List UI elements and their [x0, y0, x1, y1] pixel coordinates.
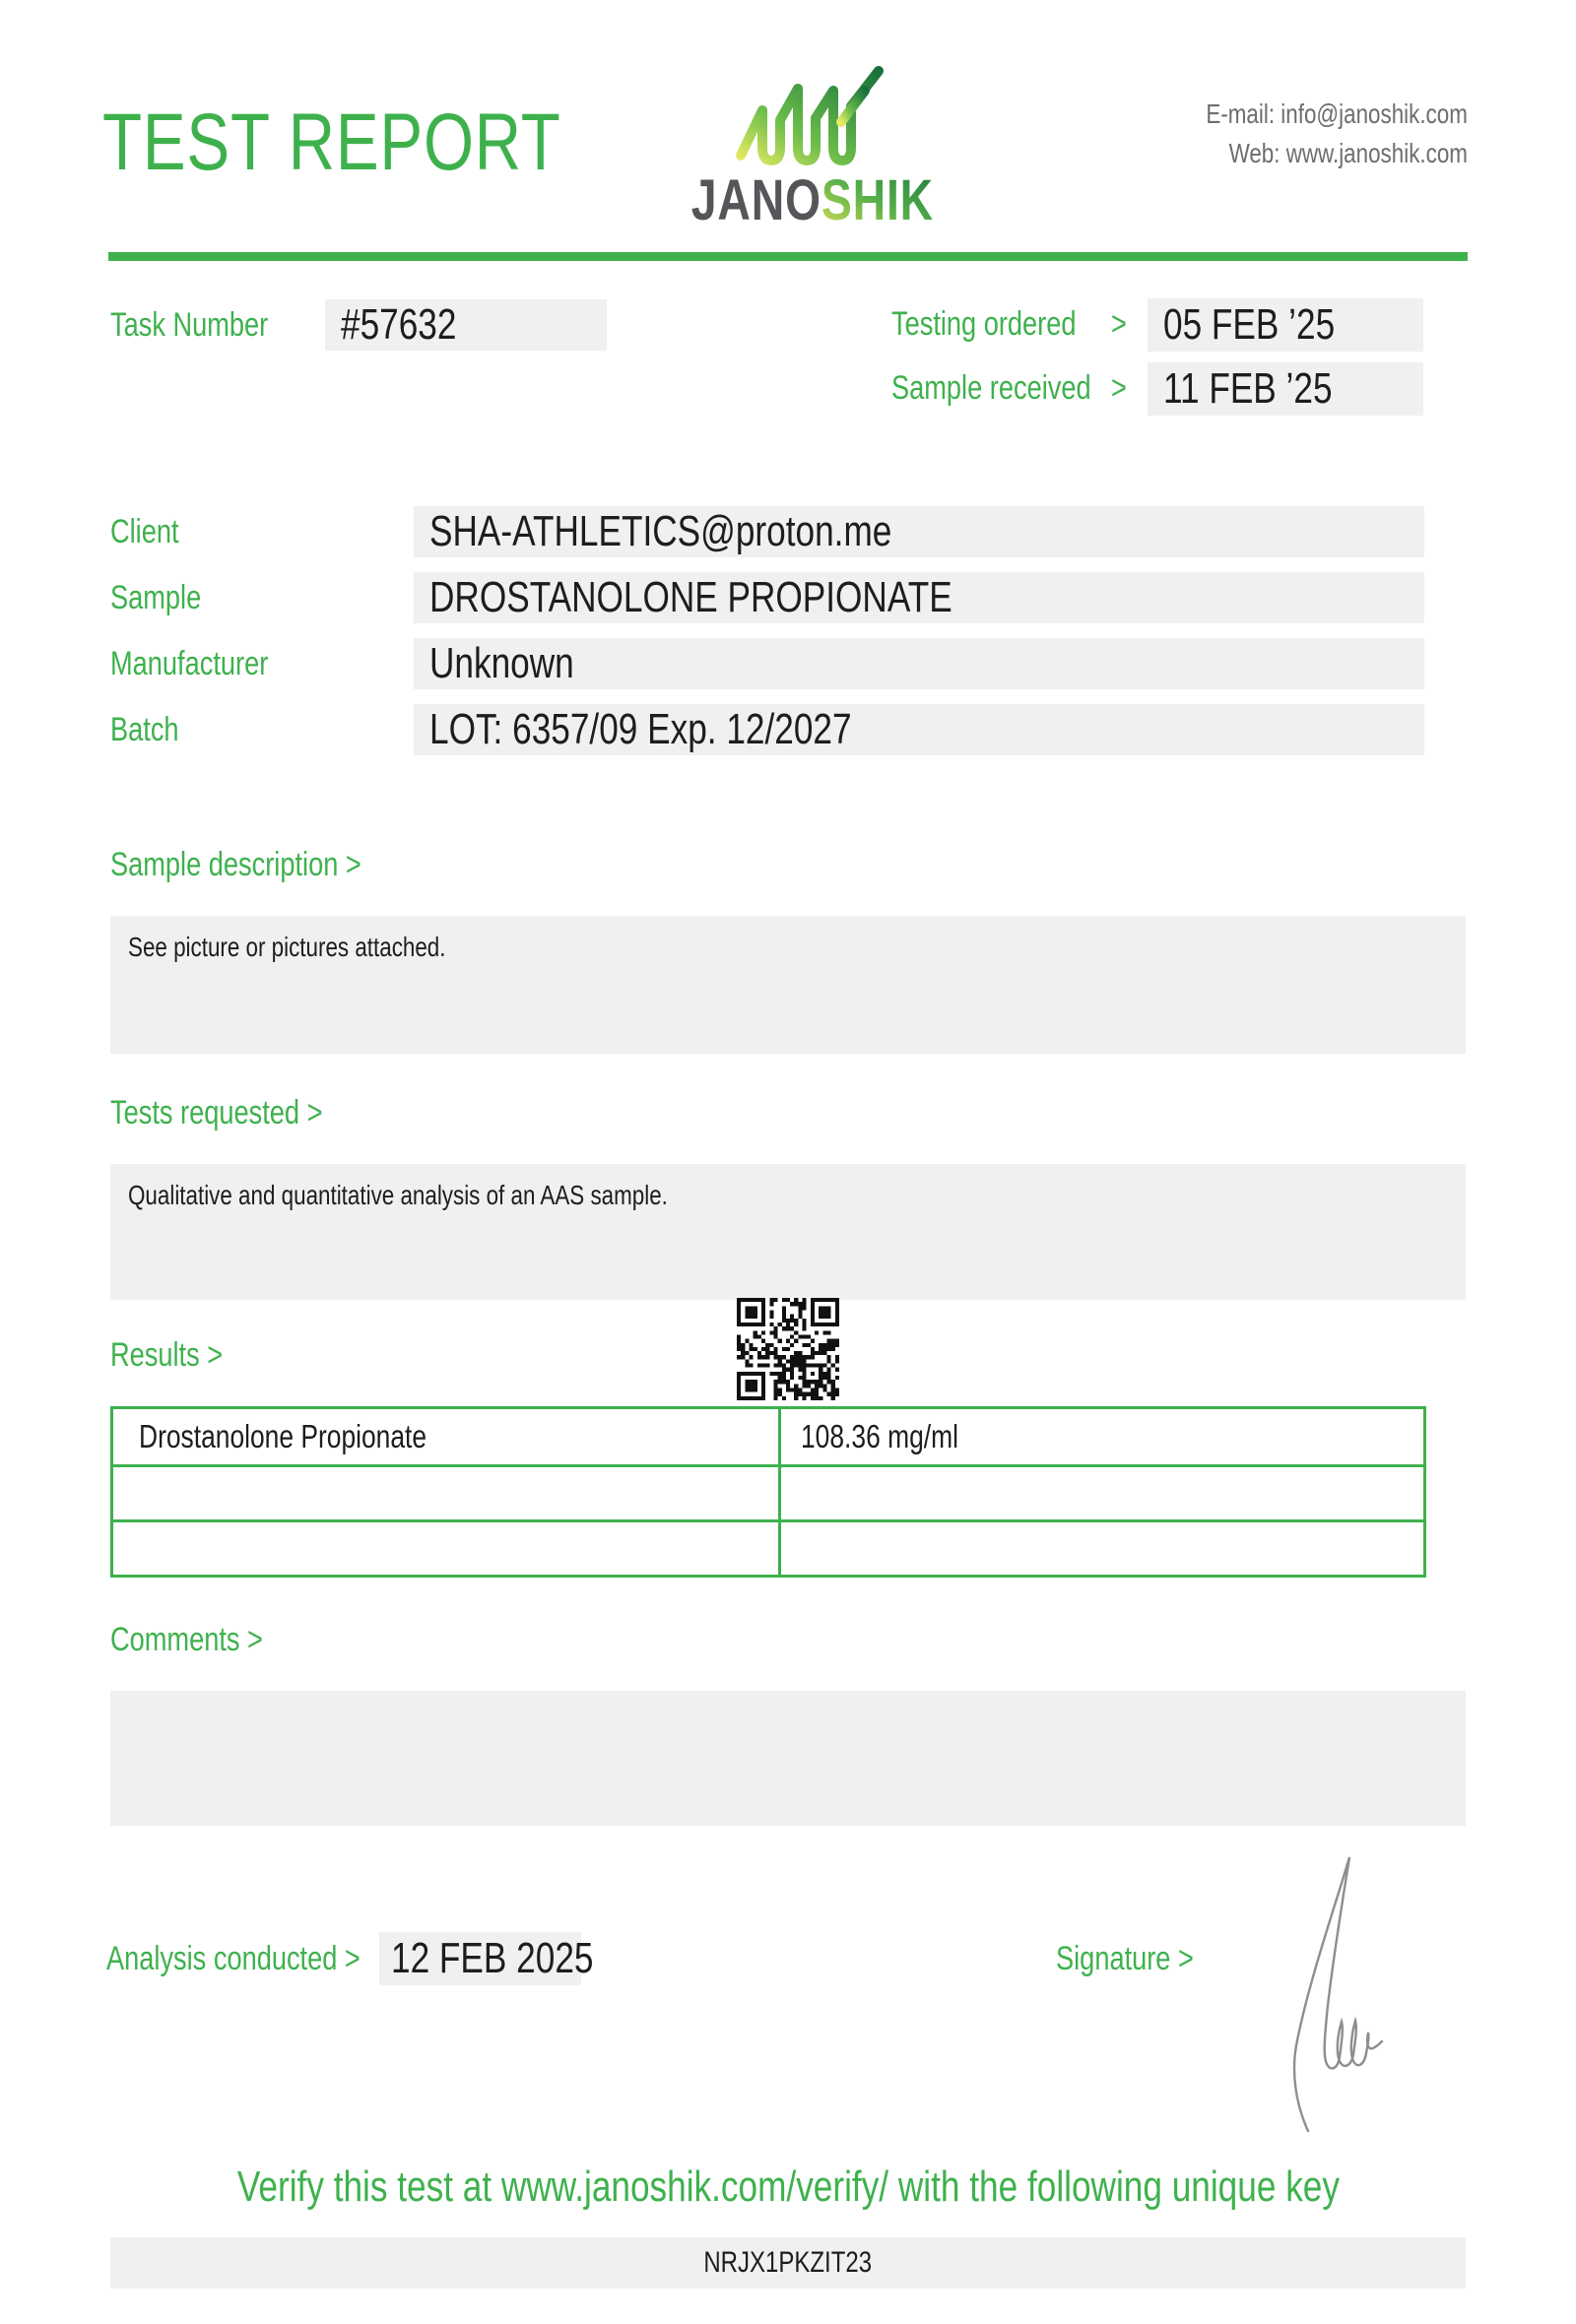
contact-email: E-mail: info@janoshik.com: [1206, 98, 1468, 129]
janoshik-logo-text: [650, 167, 975, 233]
tests-requested-heading: Tests requested >: [110, 1094, 323, 1131]
logo-text-jano: JANO: [690, 168, 822, 232]
verify-instruction: Verify this test at www.janoshik.com/verify/ with the following unique key: [236, 2163, 1340, 2211]
client-label: Client: [110, 513, 179, 550]
batch-value: LOT: 6357/09 Exp. 12/2027: [414, 704, 1424, 755]
testing-ordered-arrow: >: [1111, 305, 1127, 343]
task-number-label: Task Number: [110, 306, 269, 344]
batch-label: Batch: [110, 711, 179, 748]
contact-web: Web: www.janoshik.com: [1228, 138, 1468, 168]
sample-received-value: 11 FEB ’25: [1148, 362, 1423, 416]
comments-heading: Comments >: [110, 1621, 263, 1658]
logo-text-shik: SHIK: [821, 168, 935, 232]
signature-label: Signature >: [1056, 1940, 1194, 1977]
header-divider: [108, 252, 1468, 261]
signature: [1271, 1847, 1384, 2139]
page-title: TEST REPORT: [102, 97, 561, 187]
sample-received-arrow: >: [1111, 369, 1127, 407]
client-value: SHA-ATHLETICS@proton.me: [414, 506, 1424, 557]
analysis-conducted-value: 12 FEB 2025: [379, 1932, 581, 1985]
testing-ordered-value: 05 FEB ’25: [1148, 298, 1423, 352]
analysis-conducted-label: Analysis conducted >: [106, 1940, 361, 1977]
sample-description-box: See picture or pictures attached.: [110, 916, 1466, 1054]
trend-arrow-icon: [731, 61, 906, 173]
task-number-value: #57632: [325, 299, 607, 351]
results-table: [110, 1406, 1426, 1578]
qr-code: [737, 1298, 839, 1400]
janoshik-logo-mark: [731, 61, 906, 173]
sample-label: Sample: [110, 579, 202, 616]
results-cell-empty: [113, 1464, 778, 1519]
sample-description-heading: Sample description >: [110, 846, 361, 883]
results-cell-empty: [113, 1519, 778, 1575]
manufacturer-value: Unknown: [414, 638, 1424, 689]
contact-block: [1141, 95, 1468, 173]
results-cell-analyte: Drostanolone Propionate: [139, 1418, 427, 1454]
results-cell-empty: [778, 1464, 1423, 1519]
manufacturer-label: Manufacturer: [110, 645, 269, 682]
comments-box: [110, 1691, 1466, 1826]
results-cell-value: 108.36 mg/ml: [778, 1409, 1423, 1464]
testing-ordered-label: Testing ordered: [891, 305, 1077, 343]
sample-received-label: Sample received: [891, 369, 1091, 407]
signature-scribble-icon: [1271, 1847, 1384, 2138]
results-heading: Results >: [110, 1336, 224, 1374]
unique-key-value: NRJX1PKZIT23: [110, 2237, 1466, 2289]
sample-value: DROSTANOLONE PROPIONATE: [414, 572, 1424, 623]
results-cell-empty: [778, 1519, 1423, 1575]
tests-requested-box: Qualitative and quantitative analysis of an AAS sample.: [110, 1164, 1466, 1300]
